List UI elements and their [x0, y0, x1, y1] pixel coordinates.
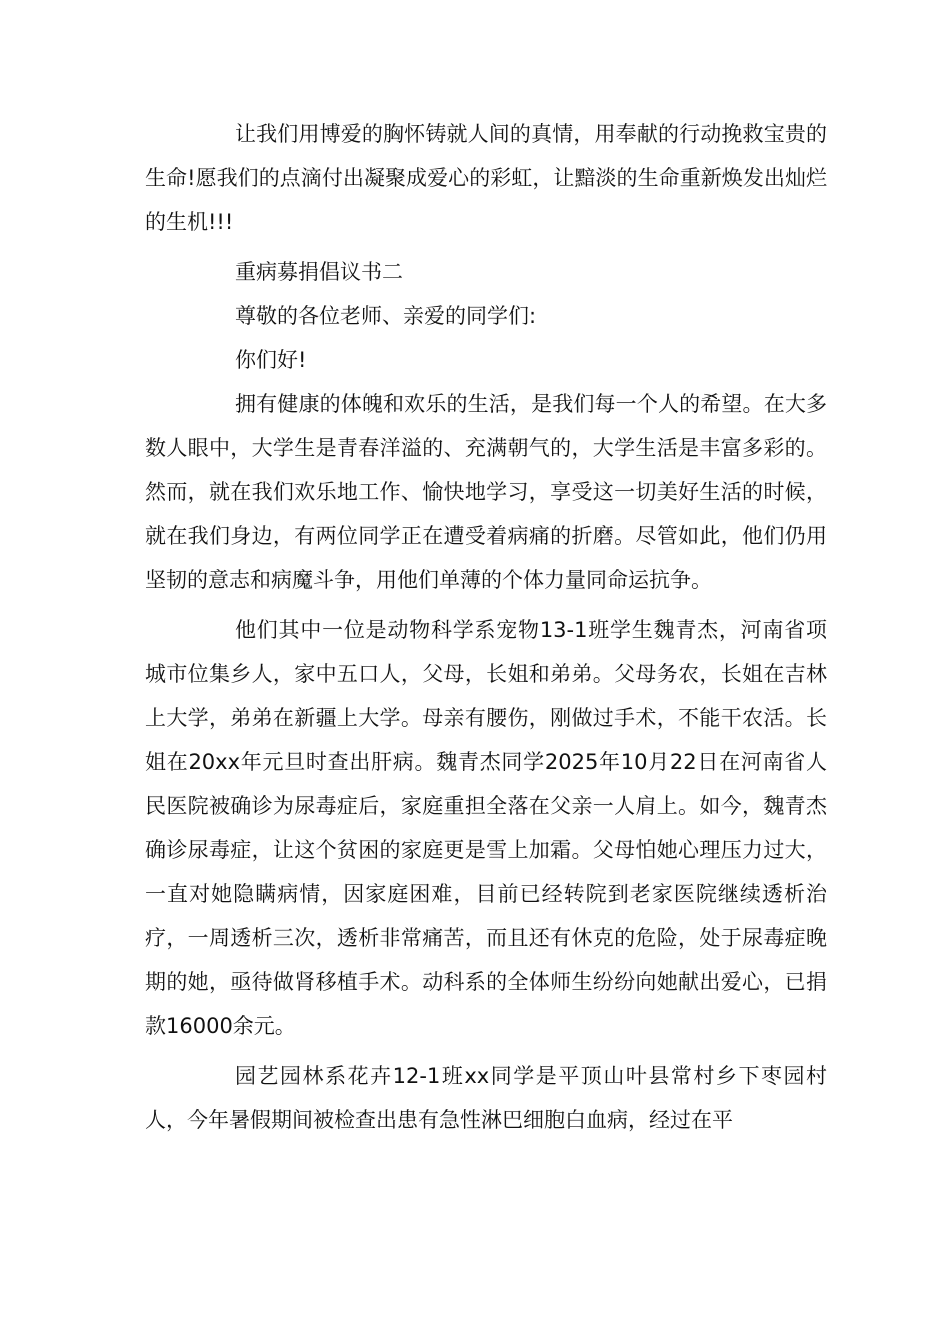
- intro-paragraph: 拥有健康的体魄和欢乐的生活，是我们每一个人的希望。在大多数人眼中，大学生是青春洋溢的、充满朝气的，大学生活是丰富多彩的。然而，就在我们欢乐地工作、愉快地学习，享受这一切美好生活的时候，就在我们身边，有两位同学正在遭受着病痛的折磨。尽管如此，他们仍用坚韧的意志和病魔斗争，用他们单薄的个体力量同命运抗争。: [145, 392, 827, 592]
- greeting: 你们好!: [235, 348, 307, 372]
- document-body: [145, 112, 827, 1142]
- student-one-paragraph: 他们其中一位是动物科学系宠物13-1班学生魏青杰，河南省项城市位集乡人，家中五口人，父母，长姐和弟弟。父母务农，长姐在吉林上大学，弟弟在新疆上大学。母亲有腰伤，刚做过手术，不能干农活。长姐在20xx年元旦时查出肝病。魏青杰同学2025年10月22日在河南省人民医院被确诊为尿毒症后，家庭重担全落在父亲一人肩上。如今，魏青杰确诊尿毒症，让这个贫困的家庭更是雪上加霜。父母怕她心理压力过大，一直对她隐瞒病情，因家庭困难，目前已经转院到老家医院继续透析治疗，一周透析三次，透析非常痛苦，而且还有休克的危险，处于尿毒症晚期的她，亟待做肾移植手术。动科系的全体师生纷纷向她献出爱心，已捐款16000余元。: [145, 618, 827, 1038]
- salutation: 尊敬的各位老师、亲爱的同学们:: [235, 304, 537, 328]
- closing-paragraph: 让我们用博爱的胸怀铸就人间的真情，用奉献的行动挽救宝贵的生命!愿我们的点滴付出凝聚成爱心的彩虹，让黯淡的生命重新焕发出灿烂的生机!!!: [145, 122, 827, 234]
- student-two-paragraph: 园艺园林系花卉12-1班xx同学是平顶山叶县常村乡下枣园村人，今年暑假期间被检查出患有急性淋巴细胞白血病，经过在平: [145, 1064, 827, 1132]
- section-title: 重病募捐倡议书二: [235, 260, 403, 284]
